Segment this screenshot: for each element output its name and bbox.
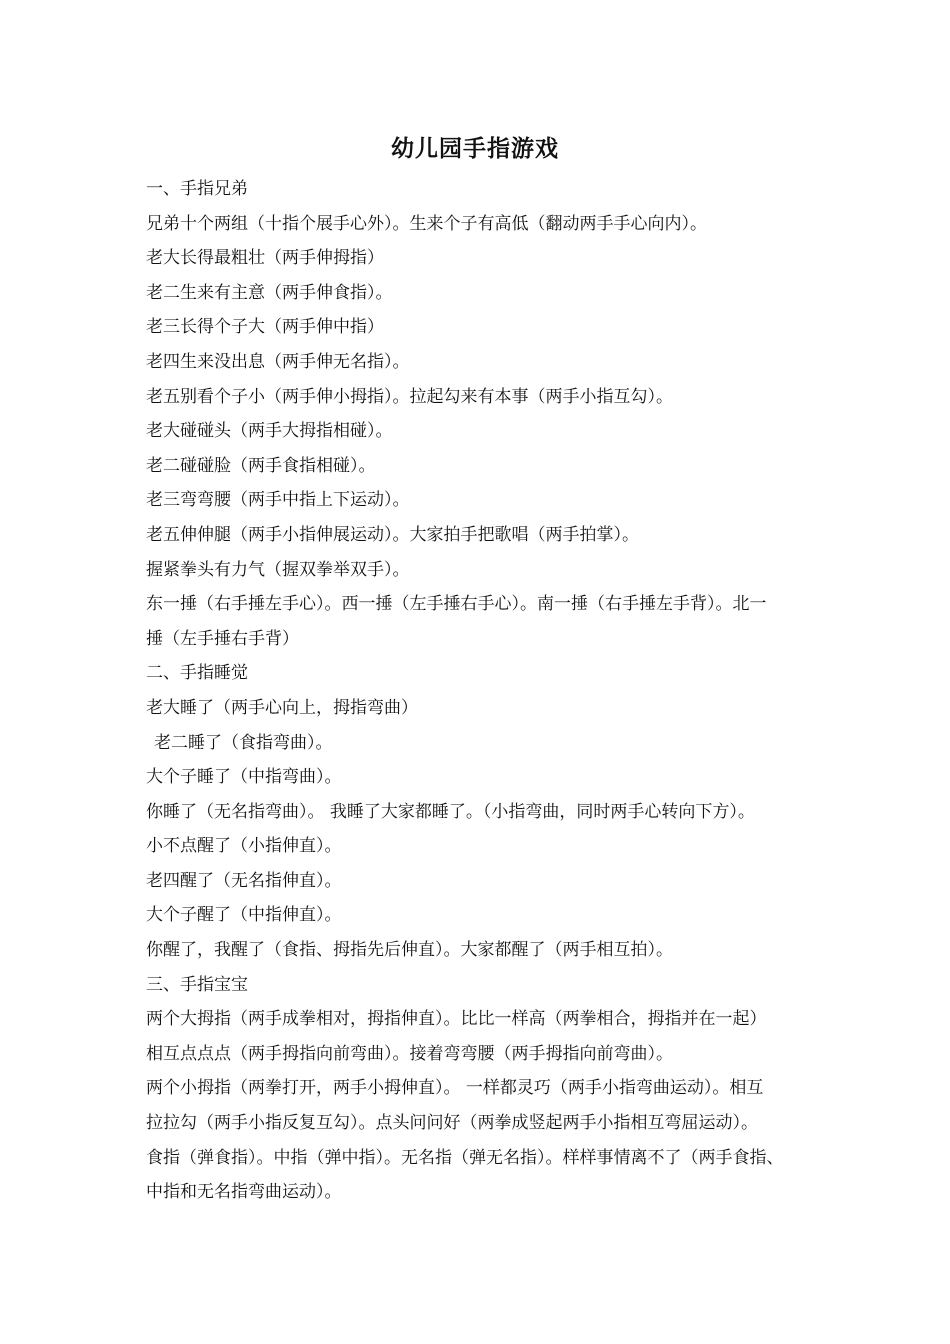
text-line: 老三长得个子大（两手伸中指） [146,317,384,338]
section-heading: 二、手指睡觉 [146,663,248,684]
text-line: 小不点醒了（小指伸直）。 [146,836,342,857]
text-line: 兄弟十个两组（十指个展手心外）。生来个子有高低（翻动两手手心向内）。 [146,213,707,234]
text-line: 两个小拇指（两拳打开，两手小拇伸直）。 一样都灵巧（两手小指弯曲运动）。相互 [146,1078,764,1099]
text-line: 老五别看个子小（两手伸小拇指）。拉起勾来有本事（两手小指互勾）。 [146,386,673,407]
text-line: 老二睡了（食指弯曲）。 [154,732,333,753]
text-line: 相互点点点（两手拇指向前弯曲）。接着弯弯腰（两手拇指向前弯曲）。 [146,1043,673,1064]
text-line: 老大碰碰头（两手大拇指相碰）。 [146,421,393,442]
text-line: 老二生来有主意（两手伸食指）。 [146,282,393,303]
text-line: 老二碰碰脸（两手食指相碰）。 [146,455,376,476]
text-line: 老四醒了（无名指伸直）。 [146,870,342,891]
page-title: 幼儿园手指游戏 [391,135,559,162]
text-line: 拉拉勾（两手小指反复互勾）。点头问问好（两拳成竖起两手小指相互弯屈运动）。 [146,1113,758,1134]
text-line: 捶（左手捶右手背） [146,628,299,649]
text-line: 食指（弹食指）。中指（弹中指）。无名指（弹无名指）。样样事情离不了（两手食指、 [146,1147,784,1168]
text-line: 老大长得最粗壮（两手伸拇指） [146,248,384,269]
text-line: 两个大拇指（两手成拳相对，拇指伸直）。比比一样高（两拳相合，拇指并在一起） [146,1009,767,1030]
text-line: 老四生来没出息（两手伸无名指）。 [146,351,410,372]
text-line: 大个子醒了（中指伸直）。 [146,905,342,926]
text-line: 东一捶（右手捶左手心）。西一捶（左手捶右手心）。南一捶（右手捶左手背）。北一 [146,594,767,615]
text-line: 中指和无名指弯曲运动）。 [146,1182,342,1203]
text-line: 你醒了，我醒了（食指、拇指先后伸直）。大家都醒了（两手相互拍）。 [146,940,673,961]
text-line: 老大睡了（两手心向上，拇指弯曲） [146,697,418,718]
text-line: 老三弯弯腰（两手中指上下运动）。 [146,490,410,511]
text-line: 握紧拳头有力气（握双拳举双手）。 [146,559,410,580]
section-heading: 一、手指兄弟 [146,179,248,199]
document-body [146,172,816,1210]
text-line: 大个子睡了（中指弯曲）。 [146,767,342,788]
text-line: 你睡了（无名指弯曲）。 我睡了大家都睡了。（小指弯曲，同时两手心转向下方）。 [146,801,755,822]
text-line: 老五伸伸腿（两手小指伸展运动）。大家拍手把歌唱（两手拍掌）。 [146,524,639,545]
section-heading: 三、手指宝宝 [146,974,248,995]
